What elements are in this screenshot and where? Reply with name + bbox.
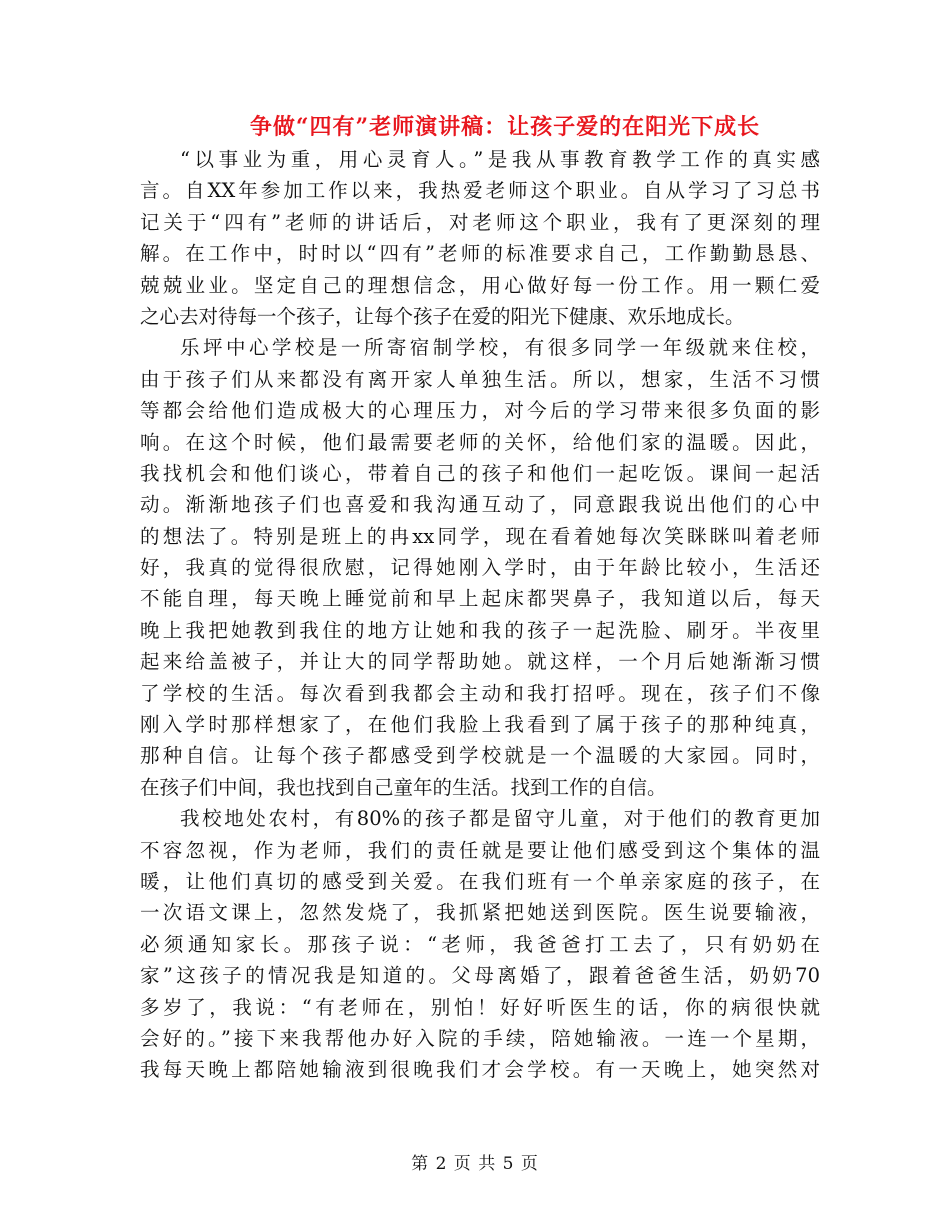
- text-line: 了学校的生活。每次看到我都会主动和我打招呼。现在，孩子们不像: [140, 681, 820, 705]
- text-line: 兢兢业业。坚定自己的理想信念，用心做好每一份工作。用一颗仁爱: [140, 273, 820, 297]
- text-line: 的想法了。特别是班上的冉xx同学，现在看着她每次笑眯眯叫着老师: [140, 524, 820, 548]
- text-line: “以事业为重，用心灵育人。”是我从事教育教学工作的真实感: [180, 148, 820, 171]
- text-line: 好，我真的觉得很欣慰，记得她刚入学时，由于年龄比较小，生活还: [140, 556, 820, 580]
- text-line: 在孩子们中间，我也找到自己童年的生活。找到工作的自信。: [140, 775, 667, 799]
- text-line: 起来给盖被子，并让大的同学帮助她。就这样，一个月后她渐渐习惯: [140, 650, 820, 674]
- text-line: 必须通知家长。那孩子说：“老师，我爸爸打工去了，只有奶奶在: [140, 932, 820, 956]
- text-line: 不容忽视，作为老师，我们的责任就是要让他们感受到这个集体的温: [140, 838, 820, 862]
- text-line: 动。渐渐地孩子们也喜爱和我沟通互动了，同意跟我说出他们的心中: [140, 493, 820, 517]
- text-line: 记关于“四有”老师的讲话后，对老师这个职业，我有了更深刻的理: [140, 210, 820, 234]
- text-line: 我校地处农村，有80%的孩子都是留守儿童，对于他们的教育更加: [180, 807, 820, 831]
- text-line: 多岁了，我说：“有老师在，别怕！好好听医生的话，你的病很快就: [140, 995, 820, 1019]
- text-line: 解。在工作中，时时以“四有”老师的标准要求自己，工作勤勤恳恳、: [140, 242, 820, 266]
- document-title-text: 争做“四有”老师演讲稿：让孩子爱的在阳光下成长: [249, 114, 761, 140]
- text-line: 暖，让他们真切的感受到关爱。在我们班有一个单亲家庭的孩子，在: [140, 869, 820, 893]
- text-line: 我每天晚上都陪她输液到很晚我们才会学校。有一天晚上，她突然对: [140, 1058, 820, 1082]
- text-line: 等都会给他们造成极大的心理压力，对今后的学习带来很多负面的影: [140, 399, 820, 423]
- document-title: [0, 110, 950, 144]
- text-line: 刚入学时那样想家了，在他们我脸上我看到了属于孩子的那种纯真，: [140, 713, 820, 737]
- text-line: 由于孩子们从来都没有离开家人单独生活。所以，想家，生活不习惯: [140, 367, 820, 391]
- text-line: 会好的。”接下来我帮他办好入院的手续，陪她输液。一连一个星期，: [140, 1026, 820, 1050]
- page-number-footer: 第 2 页 共 5 页: [411, 1154, 539, 1174]
- document-body: [140, 144, 820, 1086]
- text-line: 家”这孩子的情况我是知道的。父母离婚了，跟着爸爸生活，奶奶70: [140, 964, 820, 988]
- text-line: 响。在这个时候，他们最需要老师的关怀，给他们家的温暖。因此，: [140, 430, 820, 454]
- text-line: 之心去对待每一个孩子，让每个孩子在爱的阳光下健康、欢乐地成长。: [140, 304, 745, 328]
- text-line: 我找机会和他们谈心，带着自己的孩子和他们一起吃饭。课间一起活: [140, 461, 820, 485]
- text-line: 乐坪中心学校是一所寄宿制学校，有很多同学一年级就来住校，: [180, 336, 820, 360]
- text-line: 晚上我把她教到我住的地方让她和我的孩子一起洗脸、刷牙。半夜里: [140, 618, 820, 642]
- text-line: 言。自XX年参加工作以来，我热爱老师这个职业。自从学习了习总书: [140, 179, 820, 203]
- text-line: 那种自信。让每个孩子都感受到学校就是一个温暖的大家园。同时，: [140, 744, 820, 768]
- text-line: 不能自理，每天晚上睡觉前和早上起床都哭鼻子，我知道以后，每天: [140, 587, 820, 611]
- text-line: 一次语文课上，忽然发烧了，我抓紧把她送到医院。医生说要输液，: [140, 901, 820, 925]
